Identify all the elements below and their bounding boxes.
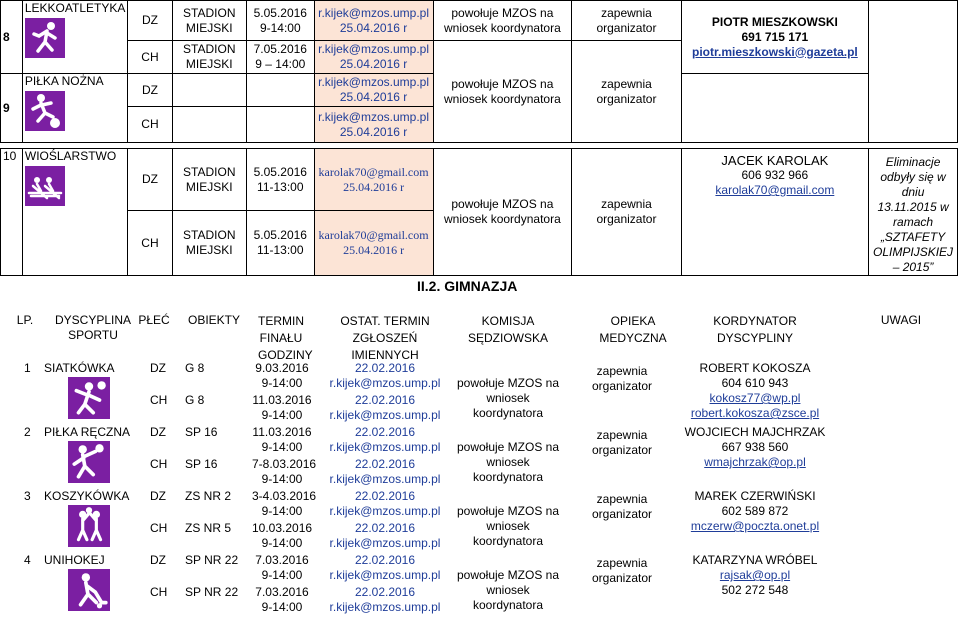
email-link[interactable]: r.kijek@mzos.ump.pl xyxy=(318,75,430,89)
sex-cell: CH xyxy=(128,41,172,74)
lp-cell: 3 xyxy=(24,489,31,503)
date-cell: 7.05.2016 9 – 14:00 xyxy=(246,41,314,74)
place-cell: STADION MIEJSKI xyxy=(172,41,246,74)
lp-cell: 10 xyxy=(1,149,23,276)
object-cell: ZS NR 2 xyxy=(185,489,232,503)
sex-cell: DZ xyxy=(150,553,166,567)
date-cell: 5.05.2016 11-13:00 xyxy=(246,211,314,276)
sex-cell: DZ xyxy=(150,361,166,375)
deadline-cell: karolak70@gmail.com 25.04.2016 r xyxy=(314,211,433,276)
commission-cell: powołuje MZOS na wniosek koordynatora xyxy=(456,568,560,612)
deadline-cell: 22.02.2016 r.kijek@mzos.ump.pl xyxy=(329,489,441,518)
sex-cell: CH xyxy=(128,107,172,143)
coordinator-cell: PIOTR MIESZKOWSKI 691 715 171 piotr.mieszkowski@gazeta.pl xyxy=(681,1,868,74)
deadline-cell: r.kijek@mzos.ump.pl 25.04.2016 r xyxy=(314,41,433,74)
email-link[interactable]: r.kijek@mzos.ump.pl xyxy=(318,109,430,124)
place-cell: STADION MIEJSKI xyxy=(172,149,246,211)
sex-cell: DZ xyxy=(128,74,172,107)
medical-cell: zapewnia organizator xyxy=(591,492,653,521)
date-cell: 10.03.2016 9-14:00 xyxy=(252,521,313,550)
deadline-cell: 22.02.2016 r.kijek@mzos.ump.pl xyxy=(329,457,441,486)
header-coordinator: KORDYNATOR DYSCYPLINY xyxy=(713,314,797,345)
coordinator-email-link[interactable]: karolak70@gmail.com xyxy=(715,183,835,197)
header-objects: OBIEKTY xyxy=(187,313,240,327)
coordinator-cell: MAREK CZERWIŃSKI 602 589 872 mczerw@poczta.onet.pl xyxy=(680,489,830,534)
header-notes: UWAGI xyxy=(880,313,922,327)
email-link[interactable]: r.kijek@mzos.ump.pl xyxy=(329,568,441,582)
email-link[interactable]: r.kijek@mzos.ump.pl xyxy=(329,536,441,550)
date-cell: 5.05.2016 9-14:00 xyxy=(246,1,314,41)
coordinator-cell: WOJCIECH MAJCHRZAK 667 938 560 wmajchrzak@op.pl xyxy=(680,425,830,470)
discipline-cell xyxy=(22,74,127,143)
deadline-cell: r.kijek@mzos.ump.pl 25.04.2016 r xyxy=(314,1,433,41)
commission-cell: powołuje MZOS na wniosek koordynatora xyxy=(433,149,572,276)
soccer-icon xyxy=(25,91,65,131)
discipline-cell xyxy=(22,1,127,74)
discipline-label: WIOŚLARSTWO xyxy=(24,149,117,163)
email-link[interactable]: r.kijek@mzos.ump.pl xyxy=(318,5,430,20)
date-cell: 5.05.2016 11-13:00 xyxy=(246,149,314,211)
deadline-cell: r.kijek@mzos.ump.pl 25.04.2016 r xyxy=(314,74,433,107)
medical-cell: zapewnia organizator xyxy=(591,364,653,393)
section-title: II.2. GIMNAZJA xyxy=(417,278,518,294)
header-commission: KOMISJA SĘDZIOWSKA xyxy=(468,314,549,345)
coordinator-email-link[interactable]: mczerw@poczta.onet.pl xyxy=(690,519,820,533)
email-link[interactable]: r.kijek@mzos.ump.pl xyxy=(318,42,430,56)
floorball-icon xyxy=(68,567,110,613)
discipline-label: LEKKOATLETYKA xyxy=(24,1,126,15)
notes-cell xyxy=(869,1,958,143)
date-cell xyxy=(246,74,314,107)
commission-cell: powołuje MZOS na wniosek koordynatora xyxy=(433,1,572,41)
medical-cell: zapewnia organizator xyxy=(591,556,653,585)
discipline-label: PIŁKA RĘCZNA xyxy=(44,425,131,439)
place-cell xyxy=(172,107,246,143)
lp-cell: 4 xyxy=(24,553,31,567)
object-cell: G 8 xyxy=(185,361,205,375)
runner-icon xyxy=(25,18,65,58)
deadline-cell: r.kijek@mzos.ump.pl 25.04.2016 r xyxy=(314,107,433,143)
place-cell: STADION MIEJSKI xyxy=(172,211,246,276)
handball-icon xyxy=(68,439,110,485)
header-medical: OPIEKA MEDYCZNA xyxy=(599,314,667,345)
coordinator-cell: KATARZYNA WRÓBEL rajsak@op.pl 502 272 548 xyxy=(680,553,830,598)
header-term: TERMIN FINAŁU GODZINY xyxy=(258,314,313,362)
commission-cell: powołuje MZOS na wniosek koordynatora xyxy=(456,504,560,548)
coordinator-cell: ROBERT KOKOSZA 604 610 943 kokosz77@wp.pl robert.kokosza@zsce.pl xyxy=(680,361,830,421)
coordinator-email-link[interactable]: robert.kokosza@zsce.pl xyxy=(690,406,820,420)
basketball-icon xyxy=(68,503,110,549)
table-row xyxy=(1,1,958,41)
sex-cell: CH xyxy=(128,211,172,276)
date-cell: 7.03.2016 9-14:00 xyxy=(255,553,309,582)
coordinator-email-link[interactable]: wmajchrzak@op.pl xyxy=(704,455,806,469)
medical-cell: zapewnia organizator xyxy=(572,41,681,143)
email-link[interactable]: r.kijek@mzos.ump.pl xyxy=(329,600,441,614)
medical-cell: zapewnia organizator xyxy=(572,149,681,276)
header-deadline: OSTAT. TERMIN ZGŁOSZEŃ IMIENNYCH xyxy=(340,314,430,362)
deadline-cell: 22.02.2016 r.kijek@mzos.ump.pl xyxy=(329,393,441,422)
object-cell: SP NR 22 xyxy=(185,585,239,599)
date-cell xyxy=(246,107,314,143)
sex-cell: CH xyxy=(150,521,168,535)
header-discipline: DYSCYPLINA SPORTU xyxy=(54,313,132,342)
email-link[interactable]: r.kijek@mzos.ump.pl xyxy=(329,472,441,486)
lp-cell: 8 xyxy=(1,1,23,74)
deadline-cell: 22.02.2016 r.kijek@mzos.ump.pl xyxy=(329,425,441,454)
discipline-cell xyxy=(22,149,127,276)
header-sex: PŁEĆ xyxy=(138,313,170,327)
coordinator-cell xyxy=(681,74,868,143)
coordinator-email-link[interactable]: rajsak@op.pl xyxy=(719,568,791,582)
object-cell: SP 16 xyxy=(185,425,218,439)
date-cell: 3-4.03.2016 9-14:00 xyxy=(252,489,317,518)
medical-cell: zapewnia organizator xyxy=(591,428,653,457)
discipline-label: PIŁKA NOŻNA xyxy=(24,74,104,88)
sex-cell: DZ xyxy=(128,149,172,211)
lp-cell: 2 xyxy=(24,425,31,439)
object-cell: G 8 xyxy=(185,393,205,407)
email-link[interactable]: r.kijek@mzos.ump.pl xyxy=(329,376,441,390)
volleyball-icon xyxy=(68,375,110,421)
results-table-top xyxy=(0,0,958,276)
place-cell xyxy=(172,74,246,107)
sex-cell: DZ xyxy=(150,489,166,503)
coordinator-email-link[interactable]: piotr.mieszkowski@gazeta.pl xyxy=(692,44,858,59)
date-cell: 7.03.2016 9-14:00 xyxy=(255,585,309,614)
sex-cell: CH xyxy=(150,393,168,407)
deadline-cell: 22.02.2016 r.kijek@mzos.ump.pl xyxy=(329,521,441,550)
date-cell: 9.03.2016 9-14:00 xyxy=(255,361,309,390)
email-link[interactable]: karolak70@gmail.com xyxy=(318,228,429,243)
date-cell: 11.03.2016 9-14:00 xyxy=(252,393,312,422)
deadline-cell: karolak70@gmail.com 25.04.2016 r xyxy=(314,149,433,211)
coordinator-email-link[interactable]: kokosz77@wp.pl xyxy=(709,391,801,405)
medical-cell: zapewnia organizator xyxy=(572,1,681,41)
place-cell: STADION MIEJSKI xyxy=(172,1,246,41)
table-row xyxy=(1,149,958,211)
discipline-label: SIATKÓWKA xyxy=(44,361,115,375)
object-cell: ZS NR 5 xyxy=(185,521,232,535)
lp-cell: 9 xyxy=(1,74,23,143)
date-cell: 7-8.03.2016 9-14:00 xyxy=(252,457,317,486)
object-cell: SP NR 22 xyxy=(185,553,239,567)
email-link[interactable]: r.kijek@mzos.ump.pl xyxy=(329,504,441,518)
email-link[interactable]: r.kijek@mzos.ump.pl xyxy=(329,440,441,454)
lp-cell: 1 xyxy=(24,361,31,375)
discipline-label: KOSZYKÓWKA xyxy=(44,489,130,503)
email-link[interactable]: r.kijek@mzos.ump.pl xyxy=(329,408,441,422)
email-link[interactable]: karolak70@gmail.com xyxy=(318,164,429,179)
commission-cell: powołuje MZOS na wniosek koordynatora xyxy=(433,41,572,143)
notes-cell: Eliminacje odbyły się w dniu 13.11.2015 w ramach „SZTAFETY OLIMPIJSKIEJ – 2015” xyxy=(869,149,958,276)
sex-cell: CH xyxy=(150,585,168,599)
commission-cell: powołuje MZOS na wniosek koordynatora xyxy=(456,440,560,484)
deadline-cell: 22.02.2016 r.kijek@mzos.ump.pl xyxy=(329,585,441,614)
sex-cell: DZ xyxy=(128,1,172,41)
header-lp: LP. xyxy=(16,313,34,327)
rowing-icon xyxy=(25,166,65,206)
object-cell: SP 16 xyxy=(185,457,218,471)
deadline-cell: 22.02.2016 r.kijek@mzos.ump.pl xyxy=(329,361,441,390)
discipline-label: UNIHOKEJ xyxy=(44,553,105,567)
commission-cell: powołuje MZOS na wniosek koordynatora xyxy=(456,376,560,420)
date-cell: 11.03.2016 9-14:00 xyxy=(252,425,312,454)
sex-cell: CH xyxy=(150,457,168,471)
coordinator-cell: JACEK KAROLAK 606 932 966 karolak70@gmail.com xyxy=(681,149,868,276)
deadline-cell: 22.02.2016 r.kijek@mzos.ump.pl xyxy=(329,553,441,582)
sex-cell: DZ xyxy=(150,425,166,439)
